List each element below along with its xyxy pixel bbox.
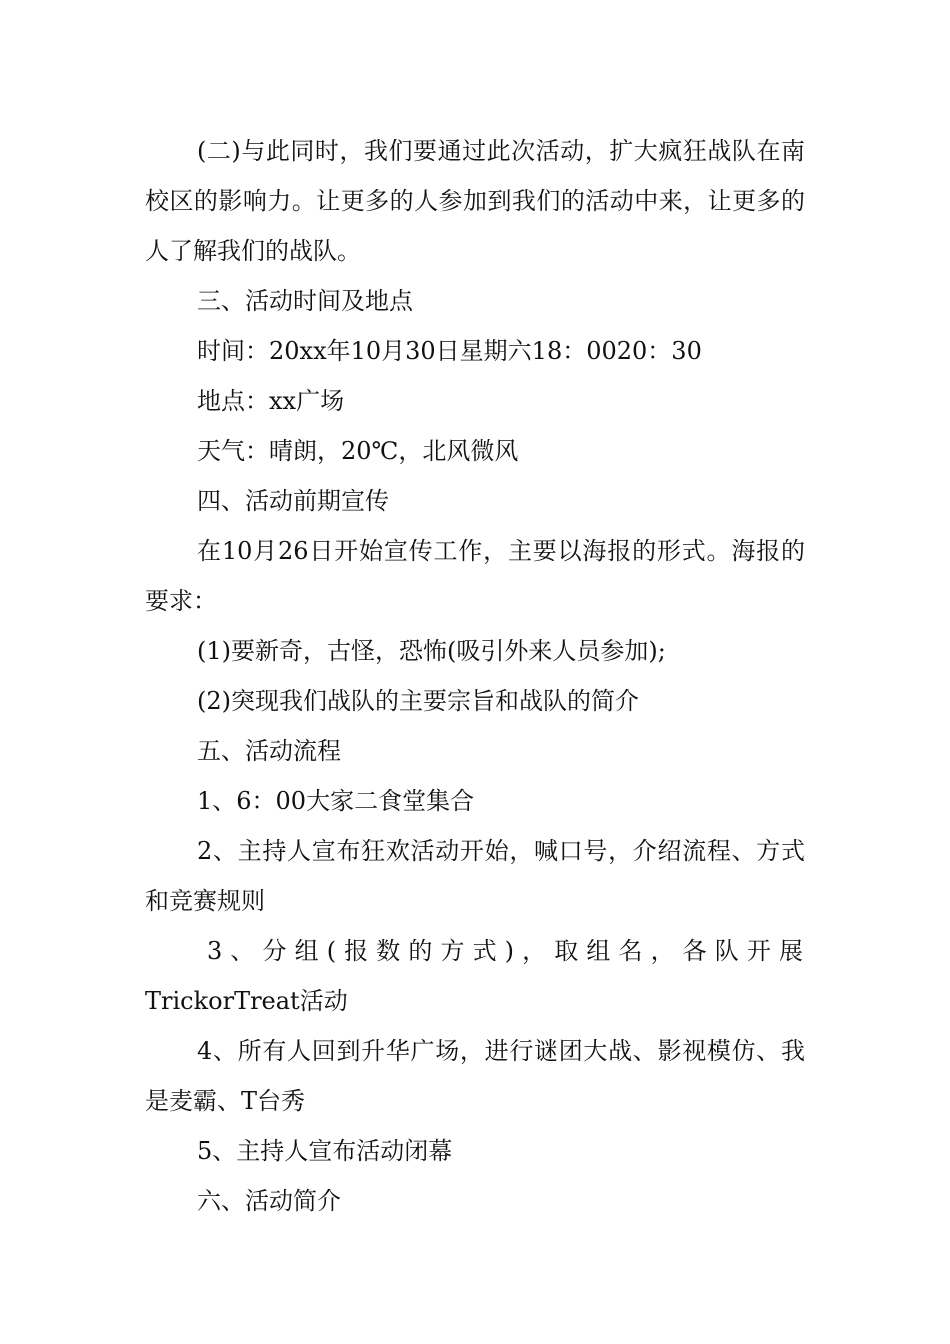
paragraph-promotion: 在10月26日开始宣传工作，主要以海报的形式。海报的要求： — [145, 537, 805, 615]
section-heading-time-location: 三、活动时间及地点 — [197, 287, 413, 315]
list-item-requirement-1: (1)要新奇，古怪，恐怖(吸引外来人员参加); — [197, 637, 666, 665]
list-item-requirement-2: (2)突现我们战队的主要宗旨和战队的简介 — [197, 687, 639, 715]
list-item-flow-1: 1、6：00大家二食堂集合 — [197, 787, 475, 815]
paragraph-weather: 天气：晴朗，20℃，北风微风 — [197, 437, 519, 465]
paragraph-time: 时间：20xx年10月30日星期六18：0020：30 — [197, 337, 702, 365]
paragraph-purpose-2: (二)与此同时，我们要通过此次活动，扩大疯狂战队在南校区的影响力。让更多的人参加到我们的活动中来，让更多的人了解我们的战队。 — [145, 137, 805, 265]
list-item-flow-4: 4、所有人回到升华广场，进行谜团大战、影视模仿、我是麦霸、T台秀 — [145, 1037, 805, 1115]
section-heading-introduction: 六、活动简介 — [197, 1187, 341, 1215]
document-body — [145, 126, 805, 1226]
list-item-flow-3-line-2: TrickorTreat活动 — [145, 987, 348, 1015]
list-item-flow-3-line-1: 3、分组(报数的方式)，取组名，各队开展 — [207, 937, 805, 965]
paragraph-location: 地点：xx广场 — [197, 387, 345, 415]
section-heading-flow: 五、活动流程 — [197, 737, 341, 765]
list-item-flow-5: 5、主持人宣布活动闭幕 — [197, 1137, 453, 1165]
list-item-flow-3 — [145, 926, 805, 1026]
list-item-flow-2: 2、主持人宣布狂欢活动开始，喊口号，介绍流程、方式和竞赛规则 — [145, 837, 805, 915]
section-heading-promotion: 四、活动前期宣传 — [197, 487, 389, 515]
